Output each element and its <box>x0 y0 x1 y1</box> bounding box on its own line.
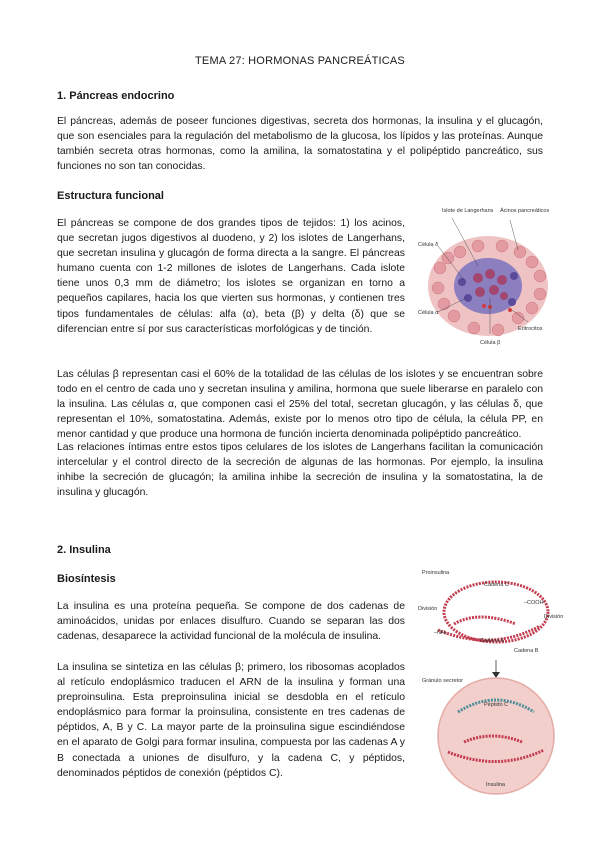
heading-biosintesis: Biosíntesis <box>57 573 116 585</box>
label-celula-alfa: Célula α <box>418 310 439 316</box>
label-cadena-a: Cadena A <box>480 638 505 644</box>
paragraph-insulina-2: La insulina se sintetiza en las células β; primero, los ribosomas acoplados al retículo endoplásmico traducen el ARN de la insulina y forman una preproinsulina. Esta preproinsulina inicial se desdobla en el retículo endoplásmico para formar la proinsulina, consistente en tres cadenas de péptidos, A, B y C. La mayor parte de la proinsulina sigue escindiéndose en el aparato de Golgi para formar insulina, compuesta por las cadenas A y B conectada a uniones de disulfuro, y la cadena C, y péptidos, denominados péptidos de conexión (péptidos C). <box>57 662 405 779</box>
label-celula-beta: Célula β <box>480 340 501 346</box>
paragraph-estructura-1: El páncreas se compone de dos grandes tipos de tejidos: 1) los acinos, que secretan jugos digestivos al duodeno, y 2) los islotes de Langerhans, que secretan insulina y glucagón de forma directa a la sangre. El páncreas humano cuenta con 1-2 millones de islotes de Langerhans. Cada islote tiene unos 0,3 mm de diámetro; los islotes se organizan en torno a pequeños capilares, hacia los que vierten sus hormonas, y contienen tres tipos fundamentales de células: alfa (α), beta (β) y delta (δ) que se diferencian entre sí por sus características morfológicas y de tinción. <box>57 218 405 335</box>
heading-pancreas-endocrino: 1. Páncreas endocrino <box>57 90 175 102</box>
label-celula-delta: Célula δ <box>418 242 439 248</box>
label-granulo: Gránulo secretor <box>422 678 463 684</box>
paragraph-estructura-3: Las relaciones íntimas entre estos tipos celulares de los islotes de Langerhans facilitan la comunicación intercelular y el control directo de la secreción de algunas de las hormonas. Por ejemplo, la insulina inhibe la secreción de glucagón; la amilina inhibe la secreción de insulina y la somatostatina, la de insulina y glucagón. <box>57 442 543 499</box>
paragraph-estructura-2: Las células β representan casi el 60% de la totalidad de las células de los islotes y se encuentran sobre todo en el centro de cada uno y secretan insulina y amilina, hormona que suele liberarse en paralelo con la insulina. Las células α, que componen casi el 25% del total, secretan glucagón, y las células δ, que representan el 10%, somatostatina. Además, existe por lo menos otro tipo de célula, la célula PP, en menor cantidad y que produce una hormona de función incierta denominada polipéptido pancreático. <box>57 369 543 441</box>
page-title: TEMA 27: HORMONAS PANCREÁTICAS <box>195 55 405 67</box>
label-division-right: División <box>544 614 564 620</box>
paragraph-insulina-1: La insulina es una proteína pequeña. Se compone de dos cadenas de aminoácidos, unidas por enlaces disulfuro. Cuando se separan las dos cadenas, desaparece la actividad funcional de la molécula de insulina. <box>57 601 405 643</box>
label-cadena-b: Cadena B <box>514 648 539 654</box>
label-division-left: División <box>418 606 438 612</box>
label-cadena-c: Cadena C <box>484 582 509 588</box>
paragraph-intro: El páncreas, además de poseer funciones digestivas, secreta dos hormonas, la insulina y el glucagón, que son esenciales para la regulación del metabolismo de la glucosa, los lípidos y las proteínas. Aunque también secreta otras hormonas, como la amilina, la somatostatina y el polipéptido pancreático, sus funciones no son tan conocidas. <box>57 116 543 173</box>
label-proinsulina: Proinsulina <box>422 570 450 576</box>
label-acinos: Ácinos pancreáticos <box>500 208 550 214</box>
islet-of-langerhans-figure <box>418 206 554 348</box>
label-nh2: –NH₂ <box>434 630 448 636</box>
label-islote: Islote de Langerhans <box>442 208 494 214</box>
heading-estructura-funcional: Estructura funcional <box>57 190 164 202</box>
label-cooh: –COOH <box>524 600 544 606</box>
heading-insulina: 2. Insulina <box>57 544 111 556</box>
label-peptido-c: Péptido C <box>484 702 509 708</box>
proinsulin-figure <box>418 566 568 808</box>
label-eritrocitos: Eritrocitos <box>518 326 543 332</box>
label-insulina: Insulina <box>486 782 505 788</box>
